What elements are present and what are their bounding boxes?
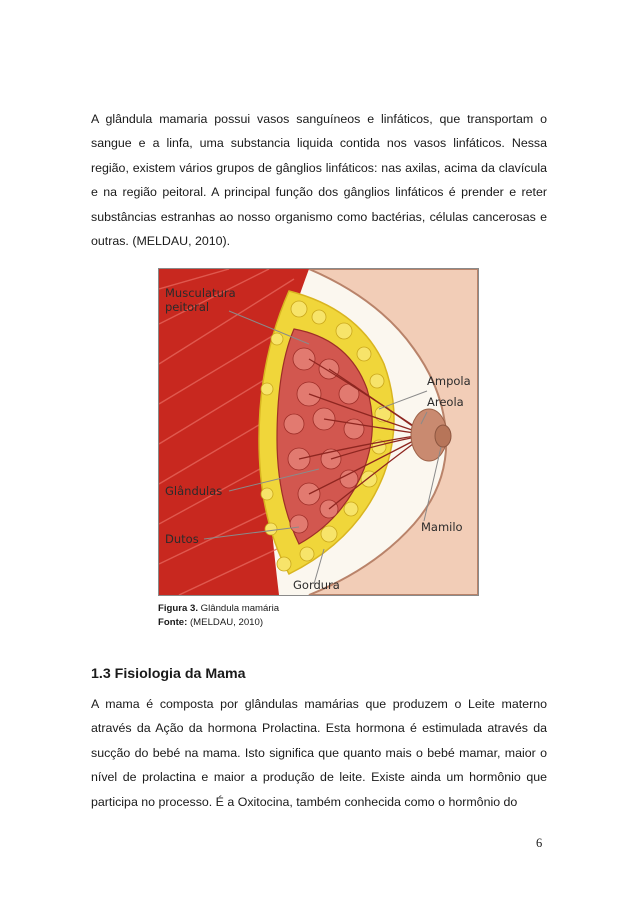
caption-line — [158, 602, 279, 616]
body-paragraph-lymph: A glândula mamaria possui vasos sanguíneos e linfáticos, que transportam o sangue e a linfa, uma substancia liquida contida nos vasos linfáticos. Nessa região, existem vários grupos de gânglios linfáticos: nas axilas, acima da clavícula e na região peitoral. A principal função dos gânglios linfáticos é prender e reter substâncias estranhas ao nosso organismo como bactérias, células cancerosas e outras. (MELDAU, 2010). — [91, 112, 547, 249]
source-text: (MELDAU, 2010) — [187, 617, 264, 628]
source-line — [158, 616, 279, 630]
page-number: 6 — [536, 836, 543, 850]
breast-anatomy-illustration — [159, 269, 478, 595]
label-mamilo: Mamilo — [421, 520, 463, 534]
label-areola: Areola — [427, 395, 464, 409]
label-dutos: Dutos — [165, 532, 199, 546]
section-heading: 1.3 Fisiologia da Mama — [91, 666, 246, 682]
label-glandulas: Glândulas — [165, 484, 223, 498]
label-gordura: Gordura — [293, 578, 340, 592]
body-paragraph-physiology: A mama é composta por glândulas mamárias que produzem o Leite materno através da Ação da hormona Prolactina. Esta hormona é estimulada através da sucção do bebé na mama. Isto significa que quanto mais o bebé mamar, maior o nível de prolactina e maior a produção de leite. Existe ainda um hormônio que participa no processo. É a Oxitocina, também conhecida como o hormônio do — [91, 697, 547, 809]
caption-text: Glândula mamária — [197, 603, 280, 614]
label-ampola: Ampola — [427, 374, 471, 388]
source-label: Fonte: — [158, 617, 188, 628]
figure-caption — [158, 602, 279, 630]
nipple — [435, 425, 451, 447]
label-musculatura-line2: peitoral — [165, 300, 210, 314]
label-musculatura-line1: Musculatura — [165, 286, 236, 300]
caption-label: Figura 3. — [158, 603, 198, 614]
breast-anatomy-figure — [158, 268, 479, 596]
